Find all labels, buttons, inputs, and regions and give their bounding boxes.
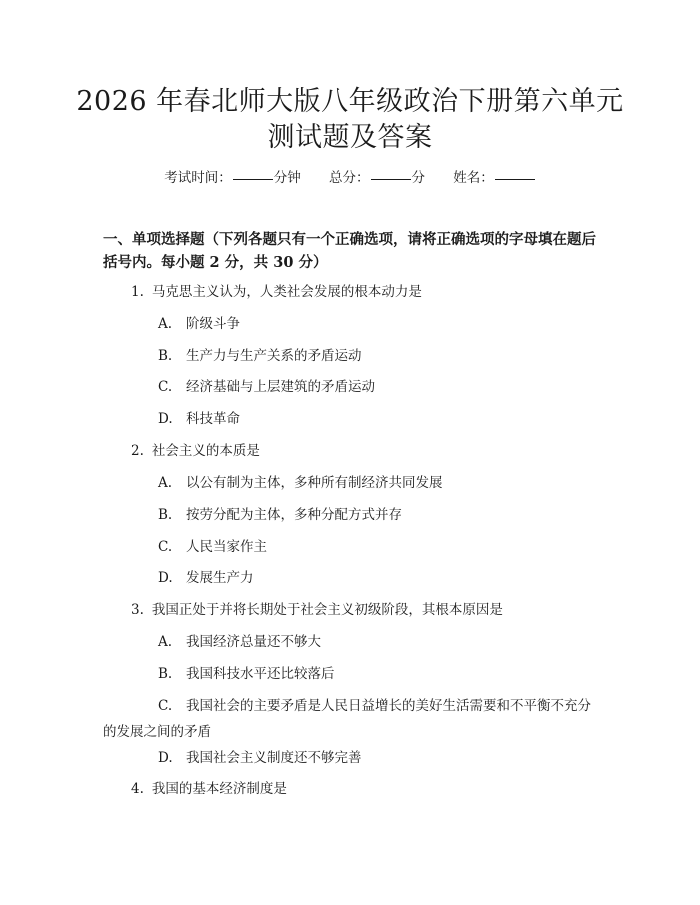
question-4 <box>131 779 287 799</box>
option-text: 经济基础与上层建筑的矛盾运动 <box>186 379 375 395</box>
question-3-option-a <box>158 632 321 652</box>
question-text: 社会主义的本质是 <box>151 443 260 459</box>
total-score-field <box>329 168 425 188</box>
option-text: 人民当家作主 <box>186 539 267 555</box>
total-score-unit: 分 <box>411 170 425 186</box>
question-text: 我国正处于并将长期处于社会主义初级阶段，其根本原因是 <box>151 602 503 618</box>
option-letter: D. <box>158 570 173 586</box>
question-1-option-a <box>158 314 240 334</box>
question-number: 1. <box>131 284 144 300</box>
option-text: 生产力与生产关系的矛盾运动 <box>186 348 362 364</box>
question-number: 4. <box>131 781 144 797</box>
question-3-option-b <box>158 664 335 684</box>
option-text: 发展生产力 <box>186 570 254 586</box>
option-letter: C. <box>158 379 173 395</box>
total-score-label: 总分： <box>329 170 370 186</box>
option-text: 我国科技水平还比较落后 <box>186 666 335 682</box>
option-text: 按劳分配为主体，多种分配方式并存 <box>186 507 402 523</box>
question-2-option-a <box>158 473 443 493</box>
name-label: 姓名： <box>453 170 494 186</box>
exam-time-blank <box>233 179 273 180</box>
option-text: 我国社会的主要矛盾是人民日益增长的美好生活需要和不平衡不充分的发展之间的矛盾 <box>103 698 591 740</box>
exam-time-label: 考试时间： <box>164 170 232 186</box>
total-score-blank <box>371 179 411 180</box>
option-letter: A. <box>158 316 173 332</box>
question-text: 我国的基本经济制度是 <box>151 781 287 797</box>
question-3 <box>131 600 503 620</box>
question-3-option-d <box>158 748 362 768</box>
option-letter: A. <box>158 634 173 650</box>
question-2-option-b <box>158 505 402 525</box>
page-title-line-1: 2026 年春北师大版八年级政治下册第六单元 <box>76 86 624 117</box>
option-letter: D. <box>158 411 173 427</box>
question-2-option-d <box>158 568 254 588</box>
question-number: 3. <box>131 602 144 618</box>
option-letter: C. <box>158 698 173 714</box>
option-letter: D. <box>158 750 173 766</box>
question-2-option-c <box>158 537 267 557</box>
option-text: 我国社会主义制度还不够完善 <box>186 750 362 766</box>
section-heading-single-choice: 一、单项选择题（下列各题只有一个正确选项，请将正确选项的字母填在题后括号内。每小题 2 分，共 30 分） <box>103 231 596 271</box>
option-text: 以公有制为主体，多种所有制经济共同发展 <box>186 475 443 491</box>
option-text: 阶级斗争 <box>186 316 240 332</box>
question-3-option-c <box>103 693 600 745</box>
exam-time-field <box>164 168 301 188</box>
option-text: 我国经济总量还不够大 <box>186 634 321 650</box>
page-title-line-2: 测试题及答案 <box>267 122 433 153</box>
option-letter: B. <box>158 507 173 523</box>
option-letter: A. <box>158 475 173 491</box>
question-1-option-b <box>158 346 362 366</box>
question-1-option-c <box>158 377 375 397</box>
question-number: 2. <box>131 443 144 459</box>
question-2 <box>131 441 260 461</box>
name-field <box>453 168 536 188</box>
option-letter: C. <box>158 539 173 555</box>
exam-info-row <box>0 168 700 188</box>
question-1-option-d <box>158 409 240 429</box>
option-letter: B. <box>158 348 173 364</box>
option-text: 科技革命 <box>186 411 240 427</box>
question-1 <box>131 282 422 302</box>
name-blank <box>495 179 535 180</box>
question-text: 马克思主义认为，人类社会发展的根本动力是 <box>151 284 422 300</box>
exam-time-unit: 分钟 <box>273 170 301 186</box>
option-letter: B. <box>158 666 173 682</box>
